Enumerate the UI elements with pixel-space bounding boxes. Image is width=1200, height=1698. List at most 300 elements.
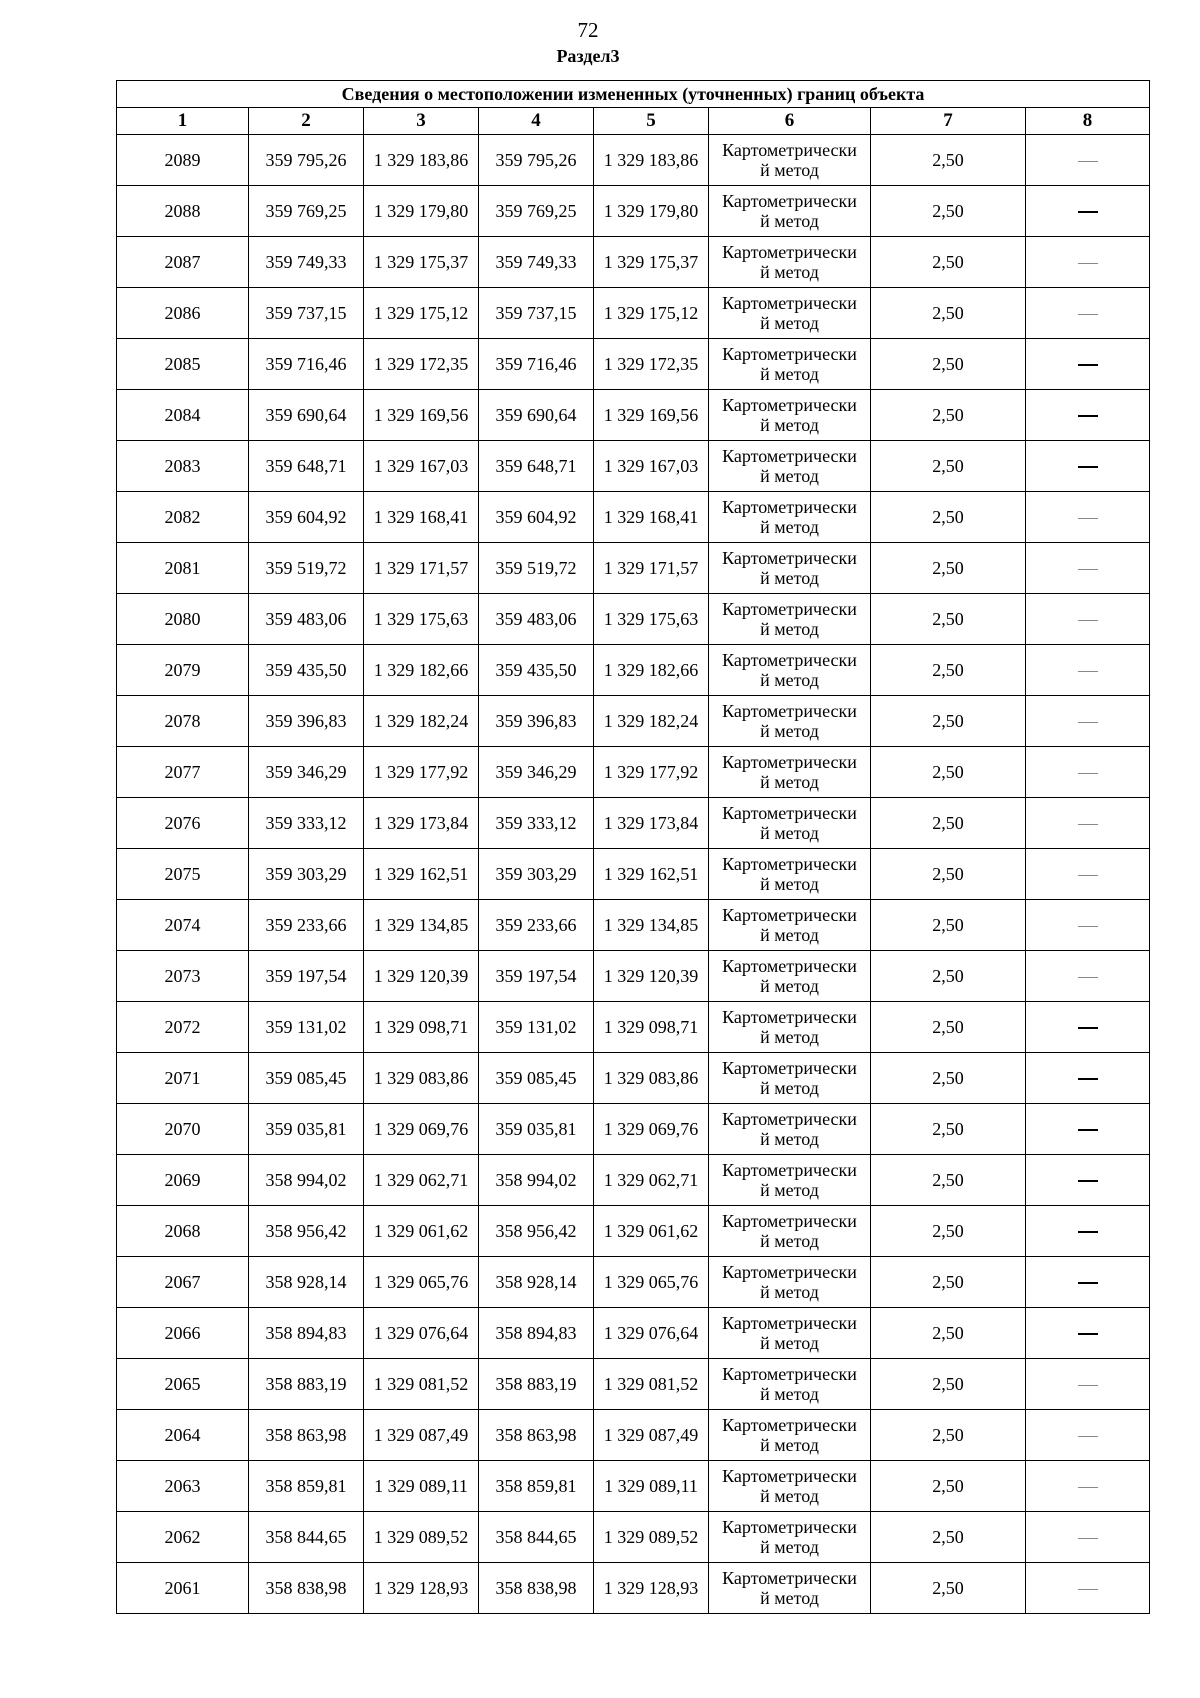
accuracy-cell: 2,50 <box>871 747 1026 798</box>
table-row <box>117 747 1150 798</box>
page-number: 72 <box>577 18 599 42</box>
x-refined-cell: 359 483,06 <box>479 594 594 645</box>
note-cell <box>1026 1104 1150 1155</box>
method-text-line-1: Картометрически <box>722 1007 857 1027</box>
method-text-line-2: й метод <box>760 1180 819 1200</box>
y-existing-cell: 1 329 167,03 <box>364 441 479 492</box>
column-number: 6 <box>709 108 871 135</box>
note-cell <box>1026 1461 1150 1512</box>
accuracy-cell: 2,50 <box>871 1104 1026 1155</box>
method-text-line-2: й метод <box>760 364 819 384</box>
x-refined-cell: 358 956,42 <box>479 1206 594 1257</box>
table-row <box>117 186 1150 237</box>
y-existing-cell: 1 329 168,41 <box>364 492 479 543</box>
x-refined-cell: 359 769,25 <box>479 186 594 237</box>
point-number-cell: 2077 <box>117 747 249 798</box>
accuracy-cell: 2,50 <box>871 1002 1026 1053</box>
method-text-line-1: Картометрически <box>722 1058 857 1078</box>
note-cell <box>1026 1053 1150 1104</box>
point-number-cell: 2068 <box>117 1206 249 1257</box>
note-cell <box>1026 1359 1150 1410</box>
x-refined-cell: 359 795,26 <box>479 135 594 186</box>
y-refined-cell: 1 329 087,49 <box>594 1410 709 1461</box>
table-row <box>117 594 1150 645</box>
x-refined-cell: 359 085,45 <box>479 1053 594 1104</box>
method-text-line-1: Картометрически <box>722 1160 857 1180</box>
accuracy-cell: 2,50 <box>871 339 1026 390</box>
x-refined-cell: 359 435,50 <box>479 645 594 696</box>
method-cell <box>709 1359 871 1410</box>
table-row <box>117 339 1150 390</box>
table-caption: Сведения о местоположении измененных (уточненных) границ объекта <box>117 81 1150 108</box>
y-existing-cell: 1 329 089,52 <box>364 1512 479 1563</box>
point-number-cell: 2071 <box>117 1053 249 1104</box>
note-cell <box>1026 645 1150 696</box>
table-row <box>117 1359 1150 1410</box>
point-number-cell: 2064 <box>117 1410 249 1461</box>
point-number-cell: 2063 <box>117 1461 249 1512</box>
method-text-line-1: Картометрически <box>722 140 857 160</box>
note-cell <box>1026 696 1150 747</box>
y-existing-cell: 1 329 098,71 <box>364 1002 479 1053</box>
accuracy-cell: 2,50 <box>871 1053 1026 1104</box>
note-cell <box>1026 1002 1150 1053</box>
x-refined-cell: 359 346,29 <box>479 747 594 798</box>
note-cell <box>1026 951 1150 1002</box>
note-cell <box>1026 288 1150 339</box>
y-refined-cell: 1 329 069,76 <box>594 1104 709 1155</box>
x-existing-cell: 359 435,50 <box>249 645 364 696</box>
table-row <box>117 798 1150 849</box>
method-text-line-1: Картометрически <box>722 191 857 211</box>
dash-mark <box>1078 773 1098 774</box>
x-existing-cell: 358 838,98 <box>249 1563 364 1614</box>
table-row <box>117 441 1150 492</box>
y-existing-cell: 1 329 162,51 <box>364 849 479 900</box>
method-text-line-1: Картометрически <box>722 752 857 772</box>
accuracy-cell: 2,50 <box>871 390 1026 441</box>
point-number-cell: 2076 <box>117 798 249 849</box>
x-refined-cell: 359 396,83 <box>479 696 594 747</box>
y-refined-cell: 1 329 169,56 <box>594 390 709 441</box>
x-refined-cell: 358 859,81 <box>479 1461 594 1512</box>
table-row <box>117 696 1150 747</box>
method-cell <box>709 594 871 645</box>
y-existing-cell: 1 329 169,56 <box>364 390 479 441</box>
x-refined-cell: 358 928,14 <box>479 1257 594 1308</box>
method-text-line-2: й метод <box>760 1537 819 1557</box>
y-refined-cell: 1 329 062,71 <box>594 1155 709 1206</box>
y-existing-cell: 1 329 177,92 <box>364 747 479 798</box>
x-existing-cell: 358 863,98 <box>249 1410 364 1461</box>
table-row <box>117 1512 1150 1563</box>
x-existing-cell: 359 795,26 <box>249 135 364 186</box>
method-text-line-1: Картометрически <box>722 1415 857 1435</box>
dash-mark <box>1078 1078 1098 1080</box>
dash-mark <box>1078 926 1098 927</box>
dash-mark <box>1078 1129 1098 1131</box>
boundary-coordinates-table <box>116 80 1150 1614</box>
table-row <box>117 900 1150 951</box>
method-text-line-2: й метод <box>760 619 819 639</box>
x-refined-cell: 359 749,33 <box>479 237 594 288</box>
y-existing-cell: 1 329 175,63 <box>364 594 479 645</box>
y-refined-cell: 1 329 171,57 <box>594 543 709 594</box>
table-row <box>117 543 1150 594</box>
x-refined-cell: 359 519,72 <box>479 543 594 594</box>
dash-mark <box>1078 263 1098 264</box>
table-row <box>117 1410 1150 1461</box>
table-body <box>117 135 1150 1614</box>
dash-mark <box>1078 466 1098 468</box>
note-cell <box>1026 1563 1150 1614</box>
x-existing-cell: 359 085,45 <box>249 1053 364 1104</box>
dash-mark <box>1078 1436 1098 1437</box>
method-cell <box>709 1308 871 1359</box>
accuracy-cell: 2,50 <box>871 135 1026 186</box>
note-cell <box>1026 135 1150 186</box>
method-text-line-1: Картометрически <box>722 1109 857 1129</box>
x-existing-cell: 359 303,29 <box>249 849 364 900</box>
method-text-line-1: Картометрически <box>722 905 857 925</box>
method-cell <box>709 1053 871 1104</box>
method-cell <box>709 1104 871 1155</box>
y-refined-cell: 1 329 172,35 <box>594 339 709 390</box>
method-cell <box>709 900 871 951</box>
accuracy-cell: 2,50 <box>871 1410 1026 1461</box>
point-number-cell: 2069 <box>117 1155 249 1206</box>
y-existing-cell: 1 329 172,35 <box>364 339 479 390</box>
point-number-cell: 2070 <box>117 1104 249 1155</box>
point-number-cell: 2084 <box>117 390 249 441</box>
x-existing-cell: 358 859,81 <box>249 1461 364 1512</box>
x-refined-cell: 358 894,83 <box>479 1308 594 1359</box>
method-text-line-1: Картометрически <box>722 599 857 619</box>
x-refined-cell: 358 863,98 <box>479 1410 594 1461</box>
accuracy-cell: 2,50 <box>871 1155 1026 1206</box>
x-refined-cell: 359 648,71 <box>479 441 594 492</box>
dash-mark <box>1078 671 1098 672</box>
method-text-line-2: й метод <box>760 874 819 894</box>
method-text-line-2: й метод <box>760 772 819 792</box>
table-row <box>117 1104 1150 1155</box>
note-cell <box>1026 492 1150 543</box>
method-cell <box>709 237 871 288</box>
method-text-line-1: Картометрически <box>722 293 857 313</box>
y-existing-cell: 1 329 128,93 <box>364 1563 479 1614</box>
method-text-line-1: Картометрически <box>722 1517 857 1537</box>
y-existing-cell: 1 329 183,86 <box>364 135 479 186</box>
accuracy-cell: 2,50 <box>871 1359 1026 1410</box>
method-cell <box>709 747 871 798</box>
method-text-line-2: й метод <box>760 670 819 690</box>
accuracy-cell: 2,50 <box>871 798 1026 849</box>
point-number-cell: 2085 <box>117 339 249 390</box>
method-cell <box>709 339 871 390</box>
y-existing-cell: 1 329 061,62 <box>364 1206 479 1257</box>
x-existing-cell: 359 483,06 <box>249 594 364 645</box>
method-cell <box>709 543 871 594</box>
table-caption-row <box>117 81 1150 108</box>
point-number-cell: 2082 <box>117 492 249 543</box>
x-refined-cell: 358 994,02 <box>479 1155 594 1206</box>
dash-mark <box>1078 1231 1098 1233</box>
column-number: 5 <box>594 108 709 135</box>
method-text-line-2: й метод <box>760 1588 819 1608</box>
method-cell <box>709 1512 871 1563</box>
method-text-line-2: й метод <box>760 1333 819 1353</box>
y-existing-cell: 1 329 062,71 <box>364 1155 479 1206</box>
method-cell <box>709 1155 871 1206</box>
y-refined-cell: 1 329 134,85 <box>594 900 709 951</box>
table-row <box>117 1002 1150 1053</box>
y-existing-cell: 1 329 134,85 <box>364 900 479 951</box>
x-existing-cell: 358 894,83 <box>249 1308 364 1359</box>
method-cell <box>709 696 871 747</box>
method-cell <box>709 390 871 441</box>
method-text-line-1: Картометрически <box>722 446 857 466</box>
note-cell <box>1026 747 1150 798</box>
point-number-cell: 2080 <box>117 594 249 645</box>
accuracy-cell: 2,50 <box>871 900 1026 951</box>
x-existing-cell: 359 035,81 <box>249 1104 364 1155</box>
y-existing-cell: 1 329 175,12 <box>364 288 479 339</box>
note-cell <box>1026 1410 1150 1461</box>
method-cell <box>709 1257 871 1308</box>
point-number-cell: 2086 <box>117 288 249 339</box>
dash-mark <box>1078 1538 1098 1539</box>
x-existing-cell: 359 690,64 <box>249 390 364 441</box>
accuracy-cell: 2,50 <box>871 288 1026 339</box>
point-number-cell: 2087 <box>117 237 249 288</box>
note-cell <box>1026 849 1150 900</box>
table-row <box>117 1257 1150 1308</box>
y-refined-cell: 1 329 175,63 <box>594 594 709 645</box>
method-text-line-1: Картометрически <box>722 344 857 364</box>
point-number-cell: 2065 <box>117 1359 249 1410</box>
y-refined-cell: 1 329 120,39 <box>594 951 709 1002</box>
y-refined-cell: 1 329 183,86 <box>594 135 709 186</box>
x-existing-cell: 359 716,46 <box>249 339 364 390</box>
point-number-cell: 2088 <box>117 186 249 237</box>
dash-mark <box>1078 1027 1098 1029</box>
y-refined-cell: 1 329 182,66 <box>594 645 709 696</box>
accuracy-cell: 2,50 <box>871 1563 1026 1614</box>
x-existing-cell: 359 648,71 <box>249 441 364 492</box>
point-number-cell: 2078 <box>117 696 249 747</box>
dash-mark <box>1078 518 1098 519</box>
y-existing-cell: 1 329 173,84 <box>364 798 479 849</box>
dash-mark <box>1078 1487 1098 1488</box>
dash-mark <box>1078 620 1098 621</box>
x-existing-cell: 359 604,92 <box>249 492 364 543</box>
point-number-cell: 2067 <box>117 1257 249 1308</box>
method-text-line-2: й метод <box>760 1384 819 1404</box>
accuracy-cell: 2,50 <box>871 1461 1026 1512</box>
y-refined-cell: 1 329 089,52 <box>594 1512 709 1563</box>
y-refined-cell: 1 329 182,24 <box>594 696 709 747</box>
dash-mark <box>1078 1333 1098 1335</box>
method-text-line-2: й метод <box>760 1027 819 1047</box>
x-refined-cell: 359 131,02 <box>479 1002 594 1053</box>
accuracy-cell: 2,50 <box>871 186 1026 237</box>
method-cell <box>709 849 871 900</box>
y-refined-cell: 1 329 173,84 <box>594 798 709 849</box>
table-row <box>117 1053 1150 1104</box>
note-cell <box>1026 1257 1150 1308</box>
method-text-line-2: й метод <box>760 415 819 435</box>
point-number-cell: 2066 <box>117 1308 249 1359</box>
y-refined-cell: 1 329 179,80 <box>594 186 709 237</box>
method-text-line-1: Картометрически <box>722 1466 857 1486</box>
y-existing-cell: 1 329 069,76 <box>364 1104 479 1155</box>
dash-mark <box>1078 314 1098 315</box>
x-existing-cell: 359 737,15 <box>249 288 364 339</box>
accuracy-cell: 2,50 <box>871 951 1026 1002</box>
point-number-cell: 2073 <box>117 951 249 1002</box>
section-title: Раздел3 <box>556 46 620 66</box>
y-existing-cell: 1 329 182,66 <box>364 645 479 696</box>
x-refined-cell: 359 333,12 <box>479 798 594 849</box>
table-row <box>117 849 1150 900</box>
x-existing-cell: 358 994,02 <box>249 1155 364 1206</box>
x-refined-cell: 359 716,46 <box>479 339 594 390</box>
method-text-line-2: й метод <box>760 1282 819 1302</box>
y-existing-cell: 1 329 171,57 <box>364 543 479 594</box>
dash-mark <box>1078 722 1098 723</box>
method-cell <box>709 288 871 339</box>
table-row <box>117 1308 1150 1359</box>
y-refined-cell: 1 329 076,64 <box>594 1308 709 1359</box>
y-existing-cell: 1 329 175,37 <box>364 237 479 288</box>
x-existing-cell: 359 769,25 <box>249 186 364 237</box>
table-row <box>117 492 1150 543</box>
y-existing-cell: 1 329 089,11 <box>364 1461 479 1512</box>
note-cell <box>1026 339 1150 390</box>
x-refined-cell: 359 197,54 <box>479 951 594 1002</box>
note-cell <box>1026 900 1150 951</box>
y-existing-cell: 1 329 087,49 <box>364 1410 479 1461</box>
note-cell <box>1026 237 1150 288</box>
point-number-cell: 2062 <box>117 1512 249 1563</box>
method-cell <box>709 1002 871 1053</box>
method-cell <box>709 441 871 492</box>
method-text-line-1: Картометрически <box>722 1313 857 1333</box>
method-text-line-1: Картометрически <box>722 1568 857 1588</box>
y-refined-cell: 1 329 128,93 <box>594 1563 709 1614</box>
method-text-line-1: Картометрически <box>722 701 857 721</box>
column-number: 8 <box>1026 108 1150 135</box>
x-refined-cell: 359 604,92 <box>479 492 594 543</box>
point-number-cell: 2079 <box>117 645 249 696</box>
accuracy-cell: 2,50 <box>871 1308 1026 1359</box>
x-existing-cell: 358 956,42 <box>249 1206 364 1257</box>
y-existing-cell: 1 329 083,86 <box>364 1053 479 1104</box>
dash-mark <box>1078 211 1098 213</box>
dash-mark <box>1078 161 1098 162</box>
column-number-row <box>117 108 1150 135</box>
table-row <box>117 237 1150 288</box>
table-row <box>117 1461 1150 1512</box>
x-existing-cell: 359 396,83 <box>249 696 364 747</box>
table-row <box>117 1563 1150 1614</box>
method-text-line-2: й метод <box>760 925 819 945</box>
method-text-line-1: Картометрически <box>722 956 857 976</box>
column-number: 3 <box>364 108 479 135</box>
method-cell <box>709 951 871 1002</box>
y-existing-cell: 1 329 182,24 <box>364 696 479 747</box>
dash-mark <box>1078 364 1098 366</box>
x-existing-cell: 359 519,72 <box>249 543 364 594</box>
method-text-line-1: Картометрически <box>722 803 857 823</box>
accuracy-cell: 2,50 <box>871 1512 1026 1563</box>
point-number-cell: 2072 <box>117 1002 249 1053</box>
x-refined-cell: 359 737,15 <box>479 288 594 339</box>
y-refined-cell: 1 329 065,76 <box>594 1257 709 1308</box>
x-refined-cell: 359 233,66 <box>479 900 594 951</box>
table-row <box>117 1206 1150 1257</box>
method-cell <box>709 1410 871 1461</box>
method-text-line-1: Картометрически <box>722 1211 857 1231</box>
table-row <box>117 1155 1150 1206</box>
accuracy-cell: 2,50 <box>871 492 1026 543</box>
accuracy-cell: 2,50 <box>871 1257 1026 1308</box>
method-cell <box>709 135 871 186</box>
x-existing-cell: 359 131,02 <box>249 1002 364 1053</box>
x-refined-cell: 358 838,98 <box>479 1563 594 1614</box>
y-existing-cell: 1 329 076,64 <box>364 1308 479 1359</box>
dash-mark <box>1078 977 1098 978</box>
y-refined-cell: 1 329 175,37 <box>594 237 709 288</box>
x-refined-cell: 359 035,81 <box>479 1104 594 1155</box>
note-cell <box>1026 390 1150 441</box>
x-existing-cell: 358 883,19 <box>249 1359 364 1410</box>
x-existing-cell: 359 333,12 <box>249 798 364 849</box>
table-row <box>117 288 1150 339</box>
column-number: 7 <box>871 108 1026 135</box>
x-existing-cell: 358 844,65 <box>249 1512 364 1563</box>
method-cell <box>709 186 871 237</box>
y-refined-cell: 1 329 098,71 <box>594 1002 709 1053</box>
method-cell <box>709 1206 871 1257</box>
x-refined-cell: 358 844,65 <box>479 1512 594 1563</box>
note-cell <box>1026 594 1150 645</box>
accuracy-cell: 2,50 <box>871 441 1026 492</box>
point-number-cell: 2083 <box>117 441 249 492</box>
method-text-line-1: Картометрически <box>722 1262 857 1282</box>
dash-mark <box>1078 1282 1098 1284</box>
method-text-line-2: й метод <box>760 1129 819 1149</box>
method-text-line-2: й метод <box>760 1486 819 1506</box>
method-text-line-2: й метод <box>760 823 819 843</box>
method-cell <box>709 1461 871 1512</box>
method-text-line-1: Картометрически <box>722 242 857 262</box>
point-number-cell: 2061 <box>117 1563 249 1614</box>
column-number: 4 <box>479 108 594 135</box>
table-row <box>117 951 1150 1002</box>
method-cell <box>709 492 871 543</box>
table-row <box>117 390 1150 441</box>
x-existing-cell: 358 928,14 <box>249 1257 364 1308</box>
table-row <box>117 645 1150 696</box>
table-row <box>117 135 1150 186</box>
method-text-line-1: Картометрически <box>722 395 857 415</box>
dash-mark <box>1078 824 1098 825</box>
note-cell <box>1026 1512 1150 1563</box>
method-text-line-2: й метод <box>760 568 819 588</box>
method-text-line-2: й метод <box>760 1231 819 1251</box>
method-text-line-2: й метод <box>760 976 819 996</box>
